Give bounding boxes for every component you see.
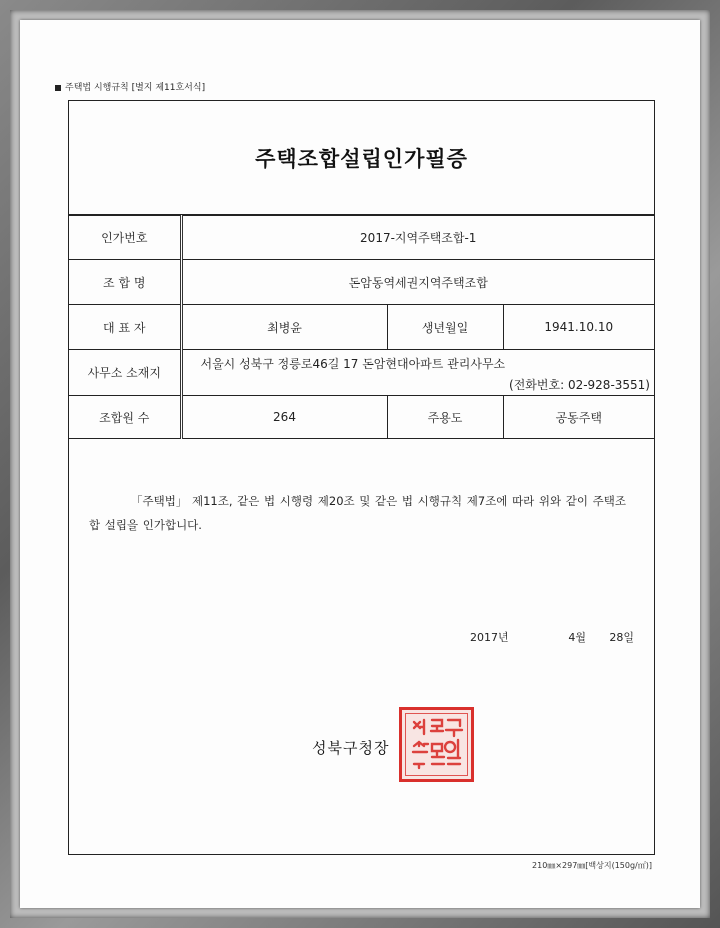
table-row-permit-no <box>69 216 654 260</box>
paper-size-note: 210㎜×297㎜[백상지(150g/㎡)] <box>532 861 652 870</box>
issue-date <box>470 629 634 645</box>
table-row-office <box>69 350 654 396</box>
office-label: 사무소 소재지 <box>69 350 181 396</box>
members-label: 조합원 수 <box>69 396 181 439</box>
permit-no-label: 인가번호 <box>69 216 181 260</box>
representative-label: 대 표 자 <box>69 305 181 350</box>
union-name-label: 조 합 명 <box>69 260 181 305</box>
birth-date-value: 1941.10.10 <box>503 305 654 350</box>
form-reference-note <box>55 80 205 93</box>
permit-no-value: 2017-지역주택조합-1 <box>181 216 654 260</box>
certificate-form <box>68 100 655 855</box>
official-seal <box>399 707 474 782</box>
union-name-value: 돈암동역세권지역주택조합 <box>181 260 654 305</box>
office-phone: (전화번호: 02-928-3551) <box>509 377 650 392</box>
representative-value: 최병윤 <box>181 305 387 350</box>
office-address-cell <box>181 350 654 396</box>
table-row-union-name <box>69 260 654 305</box>
main-use-value: 공동주택 <box>503 396 654 439</box>
table-row-representative <box>69 305 654 350</box>
main-use-label: 주용도 <box>387 396 503 439</box>
square-bullet-icon <box>55 85 61 91</box>
issue-month: 4월 <box>568 631 586 644</box>
info-table <box>69 215 654 439</box>
form-reference-text: 주택법 시행규칙 [별지 제11호서식] <box>65 83 206 93</box>
approval-statement: 「주택법」 제11조, 같은 법 시행령 제20조 및 같은 법 시행규칙 제7조에 따라 위와 같이 주택조합 설립을 인가합니다. <box>89 494 627 532</box>
table-row-members <box>69 396 654 439</box>
seal-glyphs-icon <box>402 710 471 779</box>
document-title: 주택조합설립인가필증 <box>69 101 654 215</box>
birth-date-label: 생년월일 <box>387 305 503 350</box>
members-value: 264 <box>181 396 387 439</box>
issuer-name: 성북구청장 <box>312 739 390 757</box>
issue-day: 28일 <box>609 631 634 644</box>
office-address: 서울시 성북구 정릉로46길 17 돈암현대아파트 관리사무소 <box>200 356 506 371</box>
issue-year: 2017년 <box>470 631 509 644</box>
